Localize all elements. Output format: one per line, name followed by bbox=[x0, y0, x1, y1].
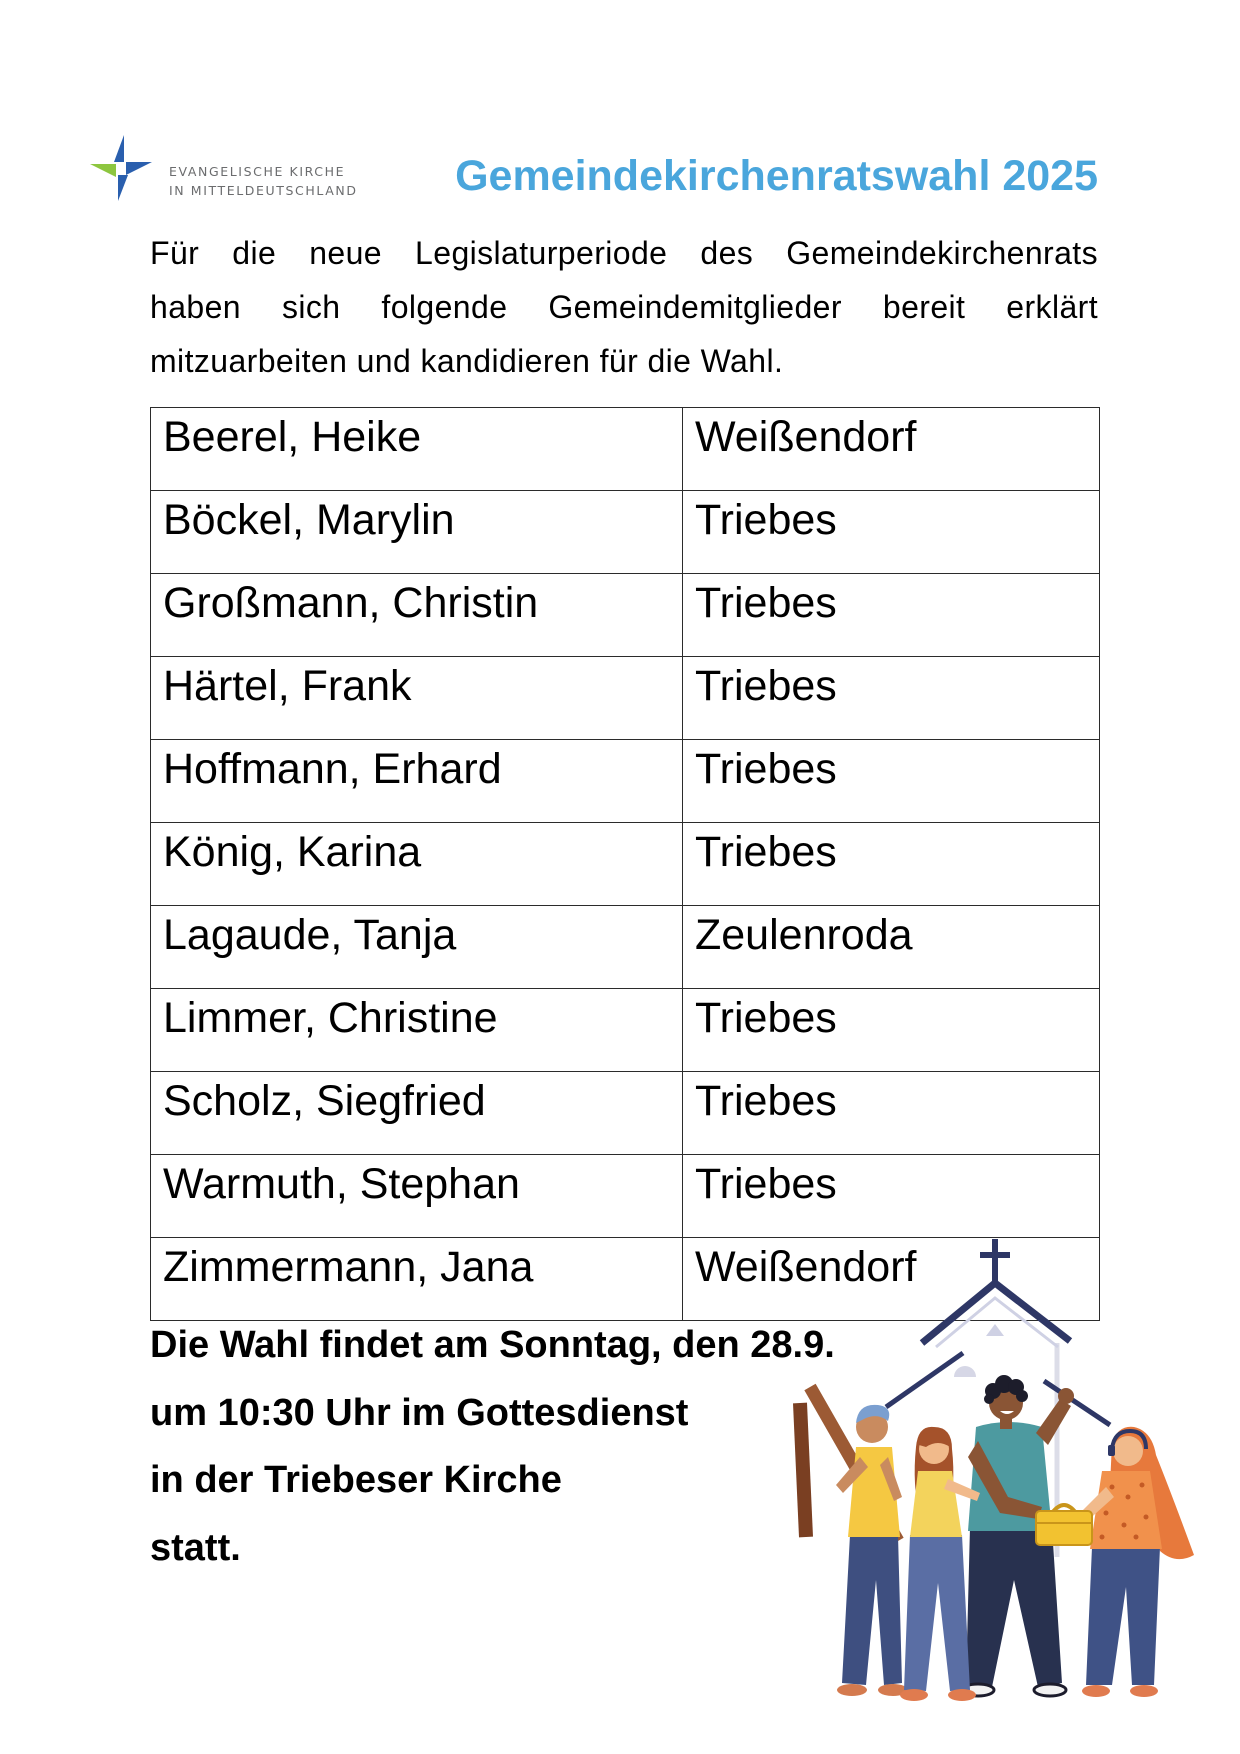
intro-line: Für die neue Legislaturperiode des Gemeindekirchenrats bbox=[150, 235, 1098, 271]
logo-top-arm bbox=[114, 135, 124, 162]
bell-icon bbox=[954, 1366, 976, 1377]
logo-line-1: EVANGELISCHE KIRCHE bbox=[169, 164, 346, 179]
intro-line: haben sich folgende Gemeindemitglieder bereit erklärt bbox=[150, 289, 1098, 325]
candidate-name: Warmuth, Stephan bbox=[151, 1155, 683, 1238]
toolbox-icon bbox=[1036, 1505, 1092, 1545]
page-title: Gemeindekirchenratswahl 2025 bbox=[455, 152, 1098, 200]
candidate-place: Triebes bbox=[683, 1072, 1100, 1155]
logo-bottom-arm bbox=[118, 175, 128, 201]
candidate-place: Weißendorf bbox=[683, 408, 1100, 491]
announcement-line: um 10:30 Uhr im Gottesdienst bbox=[150, 1391, 689, 1434]
table-row bbox=[151, 1072, 1100, 1155]
person-orange-hair bbox=[1078, 1427, 1194, 1697]
candidate-name: Zimmermann, Jana bbox=[151, 1238, 683, 1321]
cross-logo-icon bbox=[90, 135, 152, 201]
announcement-line: in der Triebeser Kirche bbox=[150, 1459, 562, 1502]
candidate-name: Großmann, Christin bbox=[151, 574, 683, 657]
church-with-people-illustration bbox=[780, 1235, 1200, 1725]
candidates-table bbox=[150, 407, 1100, 1321]
candidate-place: Triebes bbox=[683, 657, 1100, 740]
table-row bbox=[151, 491, 1100, 574]
table-row bbox=[151, 657, 1100, 740]
table-row bbox=[151, 1155, 1100, 1238]
table-row bbox=[151, 740, 1100, 823]
candidate-name: Lagaude, Tanja bbox=[151, 906, 683, 989]
table-row bbox=[151, 574, 1100, 657]
intro-paragraph bbox=[150, 226, 1098, 388]
table-row bbox=[151, 408, 1100, 491]
candidate-name: Härtel, Frank bbox=[151, 657, 683, 740]
announcement-line: Die Wahl findet am Sonntag, den 28.9. bbox=[150, 1324, 835, 1366]
church-window bbox=[986, 1324, 1004, 1336]
table-row bbox=[151, 823, 1100, 906]
person-brown-hair bbox=[900, 1427, 980, 1701]
candidate-name: Beerel, Heike bbox=[151, 408, 683, 491]
candidate-place: Triebes bbox=[683, 1155, 1100, 1238]
cross-icon bbox=[980, 1239, 1010, 1283]
candidate-place: Triebes bbox=[683, 574, 1100, 657]
candidate-place: Triebes bbox=[683, 823, 1100, 906]
logo-wordmark bbox=[169, 162, 358, 200]
candidate-name: Böckel, Marylin bbox=[151, 491, 683, 574]
table-row bbox=[151, 906, 1100, 989]
election-announcement bbox=[150, 1312, 835, 1583]
candidate-name: Hoffmann, Erhard bbox=[151, 740, 683, 823]
candidate-place: Triebes bbox=[683, 491, 1100, 574]
candidate-place: Triebes bbox=[683, 989, 1100, 1072]
announcement-line: statt. bbox=[150, 1527, 241, 1570]
candidate-place: Weißendorf bbox=[683, 1238, 1100, 1321]
logo-line-2: IN MITTELDEUTSCHLAND bbox=[169, 183, 358, 198]
logo-left-arm bbox=[90, 164, 116, 177]
logo-right-arm bbox=[126, 162, 152, 175]
candidate-name: Limmer, Christine bbox=[151, 989, 683, 1072]
candidate-name: Scholz, Siegfried bbox=[151, 1072, 683, 1155]
table-row bbox=[151, 989, 1100, 1072]
candidate-place: Triebes bbox=[683, 740, 1100, 823]
candidate-place: Zeulenroda bbox=[683, 906, 1100, 989]
candidate-name: König, Karina bbox=[151, 823, 683, 906]
intro-line: mitzuarbeiten und kandidieren für die Wahl. bbox=[150, 343, 784, 379]
